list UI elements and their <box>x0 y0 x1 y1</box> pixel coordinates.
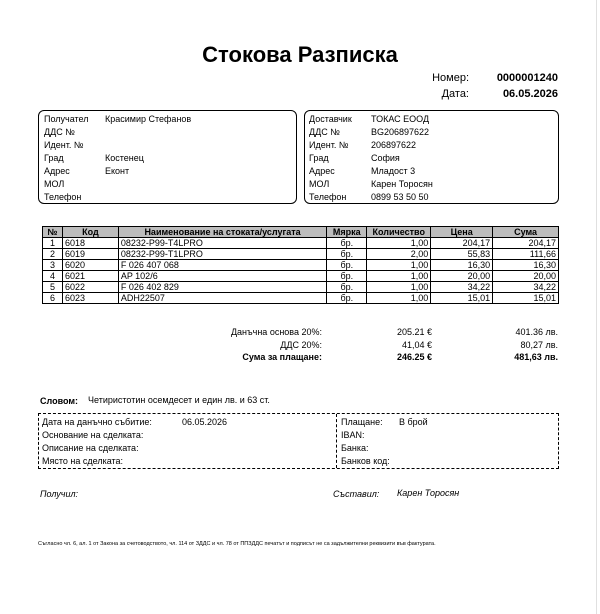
row-number: 6 <box>43 293 63 304</box>
recipient-label: Получател <box>44 114 89 124</box>
composed-label: Съставил: <box>333 489 380 499</box>
row-price: 204,17 <box>431 238 493 249</box>
row-name: F 026 402 829 <box>118 282 326 293</box>
words-label: Словом: <box>40 396 79 406</box>
tax-event-label: Дата на данъчно събитие: <box>42 417 152 427</box>
row-number: 5 <box>43 282 63 293</box>
row-sum: 111,66 <box>493 249 559 260</box>
recipient-city-label: Град <box>44 153 64 163</box>
table-row <box>43 271 559 282</box>
table-row <box>43 238 559 249</box>
table-row <box>43 249 559 260</box>
supplier-name: ТОКАС ЕООД <box>371 114 430 124</box>
row-price: 34,22 <box>431 282 493 293</box>
row-name: ADH22507 <box>118 293 326 304</box>
row-unit: бр. <box>327 282 367 293</box>
header-name: Наименование на стоката/услугата <box>118 227 326 238</box>
supplier-vat-label: ДДС № <box>309 127 340 137</box>
row-quantity: 1,00 <box>367 238 431 249</box>
row-name: 08232-P99-T4LPRO <box>118 238 326 249</box>
supplier-address-label: Адрес <box>309 166 335 176</box>
tax-base-eur: 205.21 € <box>396 327 432 337</box>
date-value: 06.05.2026 <box>502 88 558 100</box>
recipient-box <box>38 110 297 204</box>
row-quantity: 1,00 <box>367 260 431 271</box>
row-quantity: 1,00 <box>367 271 431 282</box>
supplier-city-label: Град <box>309 153 329 163</box>
recipient-address-label: Адрес <box>44 166 70 176</box>
row-quantity: 2,00 <box>367 249 431 260</box>
number-label: Номер: <box>432 72 469 84</box>
received-label: Получил: <box>40 489 79 499</box>
items-table <box>42 226 559 304</box>
header-sum: Сума <box>493 227 559 238</box>
supplier-mol-value: Карен Торосян <box>371 179 433 189</box>
basis-label: Основание на сделката: <box>42 430 144 440</box>
composed-value: Карен Торосян <box>397 488 460 498</box>
total-eur: 246.25 € <box>396 352 432 362</box>
words-value: Четиристотин осемдесет и един лв. и 63 ст. <box>88 395 270 405</box>
total-label: Сума за плащане: <box>242 352 322 362</box>
row-unit: бр. <box>327 249 367 260</box>
supplier-phone-label: Телефон <box>309 192 347 202</box>
header-number: № <box>43 227 63 238</box>
document-title: Стокова Разписка <box>202 42 398 67</box>
supplier-vat-value: BG206897622 <box>371 127 430 137</box>
row-number: 1 <box>43 238 63 249</box>
row-code: 6018 <box>62 238 118 249</box>
row-code: 6021 <box>62 271 118 282</box>
row-unit: бр. <box>327 293 367 304</box>
row-price: 55,83 <box>431 249 493 260</box>
row-name: 08232-P99-T1LPRO <box>118 249 326 260</box>
supplier-address-value: Младост 3 <box>371 166 416 176</box>
tax-event-value: 06.05.2026 <box>182 417 228 427</box>
header-code: Код <box>62 227 118 238</box>
payment-label: Плащане: <box>341 417 383 427</box>
place-label: Място на сделката: <box>42 456 124 466</box>
recipient-vat-label: ДДС № <box>44 127 75 137</box>
supplier-id-label: Идент. № <box>309 140 349 150</box>
info-divider <box>336 414 337 468</box>
tax-base-label: Данъчна основа 20%: <box>230 327 322 337</box>
row-price: 15,01 <box>431 293 493 304</box>
description-label: Описание на сделката: <box>42 443 139 453</box>
row-code: 6020 <box>62 260 118 271</box>
supplier-box <box>304 110 559 204</box>
vat-eur: 41,04 € <box>401 340 432 350</box>
total-lv: 481,63 лв. <box>514 352 558 362</box>
recipient-phone-label: Телефон <box>44 192 82 202</box>
vat-label: ДДС 20%: <box>280 340 322 350</box>
page-edge <box>596 0 597 614</box>
row-price: 20,00 <box>431 271 493 282</box>
bank-code-label: Банков код: <box>341 456 390 466</box>
row-price: 16,30 <box>431 260 493 271</box>
iban-label: IBAN: <box>341 430 365 440</box>
row-sum: 16,30 <box>493 260 559 271</box>
row-sum: 34,22 <box>493 282 559 293</box>
vat-lv: 80,27 лв. <box>520 340 558 350</box>
recipient-name: Красимир Стефанов <box>105 114 192 124</box>
row-name: AP 102/6 <box>118 271 326 282</box>
row-sum: 20,00 <box>493 271 559 282</box>
row-unit: бр. <box>327 238 367 249</box>
row-quantity: 1,00 <box>367 293 431 304</box>
tax-base-lv: 401.36 лв. <box>515 327 558 337</box>
table-row <box>43 260 559 271</box>
supplier-id-value: 206897622 <box>371 140 417 150</box>
table-row <box>43 293 559 304</box>
row-unit: бр. <box>327 271 367 282</box>
supplier-city-value: София <box>371 153 400 163</box>
header-unit: Мярка <box>327 227 367 238</box>
row-number: 4 <box>43 271 63 282</box>
bank-label: Банка: <box>341 443 369 453</box>
row-code: 6023 <box>62 293 118 304</box>
row-code: 6019 <box>62 249 118 260</box>
header-price: Цена <box>431 227 493 238</box>
table-row <box>43 282 559 293</box>
row-number: 3 <box>43 260 63 271</box>
supplier-mol-label: МОЛ <box>309 179 330 189</box>
recipient-id-label: Идент. № <box>44 140 84 150</box>
row-quantity: 1,00 <box>367 282 431 293</box>
row-number: 2 <box>43 249 63 260</box>
row-sum: 204,17 <box>493 238 559 249</box>
legal-footer: Съгласно чл. 6, ал. 1 от Закона за счетоводството, чл. 114 от ЗДДС и чл. 78 от ППЗДДС печатът и подписът не са задължителни реквизити във фактурата. <box>38 541 436 547</box>
recipient-address-value: Еконт <box>105 166 130 176</box>
row-sum: 15,01 <box>493 293 559 304</box>
payment-value: В брой <box>399 417 428 427</box>
header-quantity: Количество <box>367 227 431 238</box>
number-value: 0000001240 <box>496 72 558 84</box>
recipient-mol-label: МОЛ <box>44 179 65 189</box>
supplier-label: Доставчик <box>309 114 352 124</box>
row-name: F 026 407 068 <box>118 260 326 271</box>
row-code: 6022 <box>62 282 118 293</box>
table-header-row <box>43 227 559 238</box>
recipient-city-value: Костенец <box>105 153 144 163</box>
row-unit: бр. <box>327 260 367 271</box>
supplier-phone-value: 0899 53 50 50 <box>371 192 429 202</box>
date-label: Дата: <box>441 88 469 100</box>
transaction-info-box <box>38 413 559 469</box>
